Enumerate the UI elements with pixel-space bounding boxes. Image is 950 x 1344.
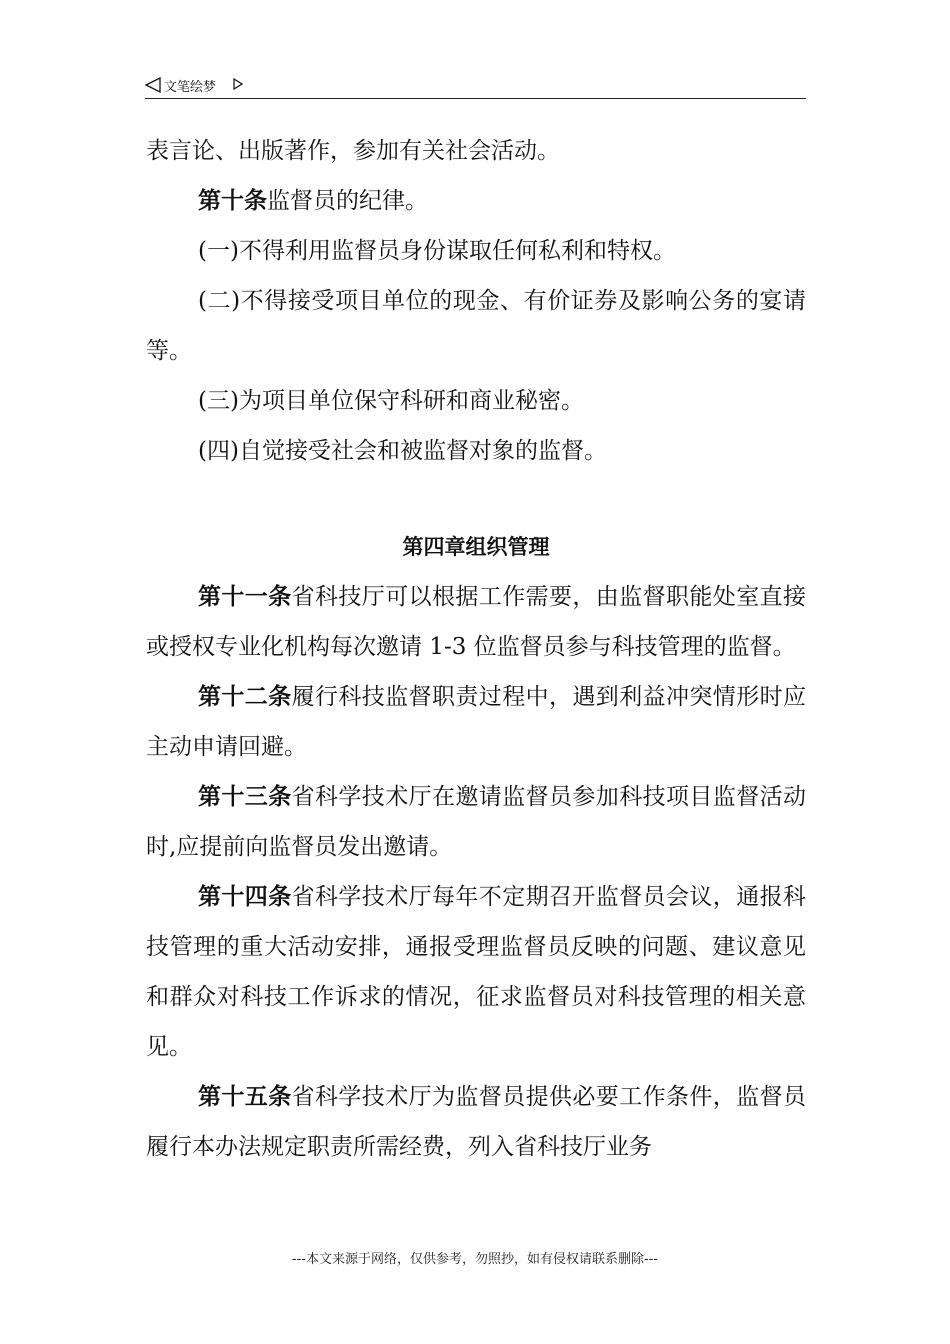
chapter-title: 第四章组织管理 xyxy=(402,535,550,559)
article-text: 省科学技术厅每年不定期召开监督员会议，通报科技管理的重大活动安排，通报受理监督员反映的问题、建议意见和群众对科技工作诉求的情况，征求监督员对科技管理的相关意见。 xyxy=(146,884,807,1060)
article-11 xyxy=(146,572,806,672)
article-10 xyxy=(146,176,806,226)
article-text: 省科学技术厅在邀请监督员参加科技项目监督活动时,应提前向监督员发出邀请。 xyxy=(146,784,807,860)
article-text: 履行科技监督职责过程中，遇到利益冲突情形时应主动申请回避。 xyxy=(146,684,807,760)
article-label: 第十五条 xyxy=(198,1083,292,1110)
article-text: 省科技厅可以根据工作需要，由监督职能处室直接或授权专业化机构每次邀请 1-3 位监督员参与科技管理的监督。 xyxy=(146,584,807,660)
article-12 xyxy=(146,672,806,772)
list-item: (四)自觉接受社会和被监督对象的监督。 xyxy=(198,438,607,464)
triangle-right-icon xyxy=(233,78,243,90)
list-item: (二)不得接受项目单位的现金、有价证券及影响公务的宴请等。 xyxy=(146,288,806,364)
page-footer: ---本文来源于网络，仅供参考，勿照抄，如有侵权请联系删除--- xyxy=(291,1252,659,1267)
article-text: 监督员的纪律。 xyxy=(267,188,428,214)
article-label: 第十一条 xyxy=(198,583,292,610)
header-title: 文笔绘梦 xyxy=(164,80,217,95)
article-13 xyxy=(146,772,806,872)
list-item: (一)不得利用监督员身份谋取任何私利和特权。 xyxy=(198,238,676,264)
article-label: 第十四条 xyxy=(198,883,292,910)
article-label: 第十二条 xyxy=(198,683,292,710)
article-label: 第十条 xyxy=(198,187,267,214)
triangle-left-icon xyxy=(145,76,161,94)
page-header xyxy=(145,74,806,99)
article-text: 省科学技术厅为监督员提供必要工作条件，监督员履行本办法规定职责所需经费，列入省科技厅业务 xyxy=(146,1084,807,1160)
article-14 xyxy=(146,872,806,1072)
article-label: 第十三条 xyxy=(198,783,292,810)
paragraph: 表言论、出版著作，参加有关社会活动。 xyxy=(146,138,560,164)
document-body xyxy=(146,126,806,1172)
list-item: (三)为项目单位保守科研和商业秘密。 xyxy=(198,388,584,414)
article-15 xyxy=(146,1072,806,1172)
